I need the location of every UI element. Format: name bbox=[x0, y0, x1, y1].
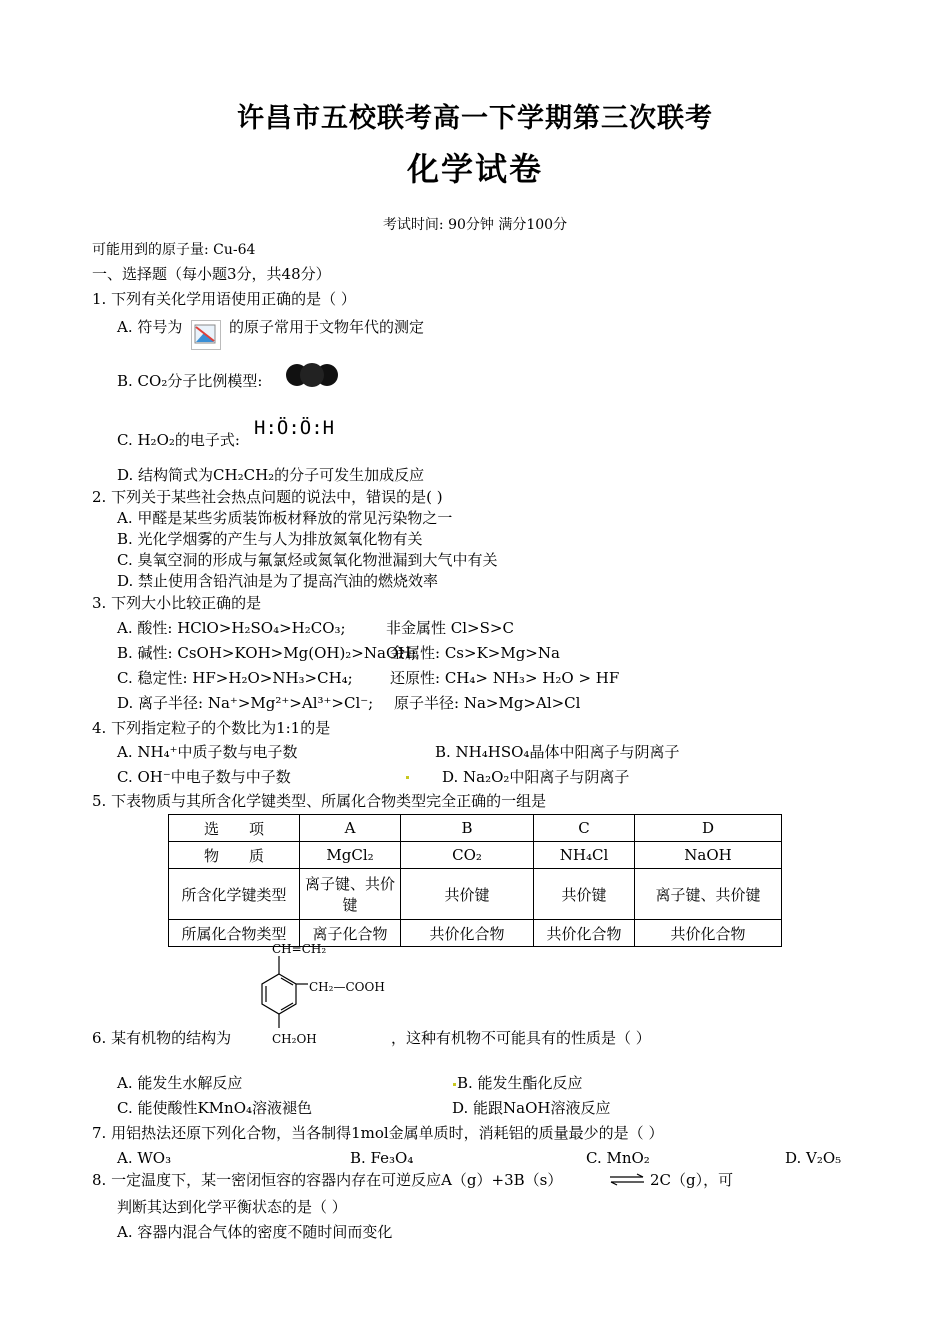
q2-option-a: A. 甲醛是某些劣质装饰板材释放的常见污染物之一 bbox=[117, 509, 453, 527]
q4-option-c: C. OH⁻中电子数与中子数 bbox=[117, 768, 291, 786]
stray-dot bbox=[453, 1083, 456, 1086]
q2-option-b: B. 光化学烟雾的产生与人为排放氮氧化物有关 bbox=[117, 530, 423, 548]
table-cell: A bbox=[300, 815, 401, 842]
q1-option-a: A. 符号为 bbox=[117, 318, 183, 336]
q3-option-d: D. 离子半径: Na⁺>Mg²⁺>Al³⁺>Cl⁻; bbox=[117, 694, 374, 712]
q6-option-a: A. 能发生水解反应 bbox=[117, 1074, 243, 1092]
exam-info: 考试时间: 90分钟 满分100分 bbox=[382, 217, 568, 233]
q5-stem: 5. 下表物质与其所含化学键类型、所属化合物类型完全正确的一组是 bbox=[92, 792, 547, 810]
equilibrium-arrow-icon bbox=[609, 1173, 645, 1191]
q1-option-b: B. CO₂分子比例模型: bbox=[117, 372, 263, 390]
table-cell: C bbox=[534, 815, 635, 842]
table-cell: 共价化合物 bbox=[401, 920, 534, 947]
broken-image-icon bbox=[191, 320, 221, 350]
q8-stem: 8. 一定温度下，某一密闭恒容的容器内存在可逆反应A（g）+3B（s） bbox=[92, 1171, 563, 1189]
organic-structure-diagram bbox=[252, 940, 402, 1054]
q1-option-a-tail: 的原子常用于文物年代的测定 bbox=[229, 318, 425, 336]
table-cell: 所含化学键类型 bbox=[169, 869, 300, 920]
exam-title: 许昌市五校联考高一下学期第三次联考 bbox=[237, 103, 713, 134]
section-heading: 一、选择题（每小题3分，共48分） bbox=[92, 265, 331, 283]
stray-dot bbox=[406, 776, 409, 779]
q3-option-b: B. 碱性: CsOH>KOH>Mg(OH)₂>NaOH; bbox=[117, 644, 417, 662]
table-cell: B bbox=[401, 815, 534, 842]
q4-option-a: A. NH₄⁺中质子数与电子数 bbox=[117, 743, 298, 761]
table-cell: MgCl₂ bbox=[300, 842, 401, 869]
q4-stem: 4. 下列指定粒子的个数比为1:1的是 bbox=[92, 719, 331, 737]
q4-option-d: D. Na₂O₂中阳离子与阴离子 bbox=[442, 768, 630, 786]
table-cell: 共价化合物 bbox=[635, 920, 782, 947]
q6-option-c: C. 能使酸性KMnO₄溶液褪色 bbox=[117, 1099, 313, 1117]
q8-stem-line2: 判断其达到化学平衡状态的是（ ） bbox=[117, 1198, 347, 1216]
table-cell: 离子键、共价键 bbox=[635, 869, 782, 920]
q6-option-d: D. 能跟NaOH溶液反应 bbox=[452, 1099, 611, 1117]
table-cell: 离子键、共价键 bbox=[300, 869, 401, 920]
electron-formula-text: H:Ö:Ö:H bbox=[254, 417, 335, 439]
bond-type-table bbox=[168, 814, 782, 947]
table-cell: D bbox=[635, 815, 782, 842]
table-cell: NH₄Cl bbox=[534, 842, 635, 869]
q3-option-a-extra: 非金属性 Cl>S>C bbox=[386, 619, 514, 637]
q3-option-c-extra: 还原性: CH₄> NH₃> H₂O > HF bbox=[390, 669, 620, 687]
q6-stem: 6. 某有机物的结构为 bbox=[92, 1029, 232, 1047]
h2o2-electron-formula bbox=[253, 413, 339, 449]
table-cell: 所属化合物类型 bbox=[169, 920, 300, 947]
table-cell: 共价化合物 bbox=[534, 920, 635, 947]
q1-option-c: C. H₂O₂的电子式: bbox=[117, 431, 240, 449]
table-cell: 离子化合物 bbox=[300, 920, 401, 947]
q7-option-c: C. MnO₂ bbox=[586, 1149, 650, 1167]
q3-stem: 3. 下列大小比较正确的是 bbox=[92, 594, 262, 612]
q1-stem: 1. 下列有关化学用语使用正确的是（ ） bbox=[92, 290, 356, 308]
q6-option-b: B. 能发生酯化反应 bbox=[457, 1074, 583, 1092]
struct-top-group: CH=CH₂ bbox=[272, 942, 327, 956]
q2-option-d: D. 禁止使用含铅汽油是为了提高汽油的燃烧效率 bbox=[117, 572, 439, 590]
q7-option-d: D. V₂O₅ bbox=[785, 1149, 842, 1167]
q3-option-a: A. 酸性: HClO>H₂SO₄>H₂CO₃; bbox=[117, 619, 346, 637]
q2-option-c: C. 臭氧空洞的形成与氟氯烃或氮氧化物泄漏到大气中有关 bbox=[117, 551, 498, 569]
q7-option-a: A. WO₃ bbox=[117, 1149, 172, 1167]
q3-option-d-extra: 原子半径: Na>Mg>Al>Cl bbox=[394, 694, 581, 712]
q3-option-b-extra: 金属性: Cs>K>Mg>Na bbox=[390, 644, 560, 662]
struct-bottom-group: CH₂OH bbox=[272, 1032, 317, 1046]
struct-right-group: CH₂—COOH bbox=[309, 980, 385, 994]
q8-stem-tail: 2C（g），可 bbox=[650, 1171, 734, 1189]
table-cell: NaOH bbox=[635, 842, 782, 869]
table-cell: CO₂ bbox=[401, 842, 534, 869]
table-row bbox=[169, 869, 782, 920]
table-cell: 共价键 bbox=[534, 869, 635, 920]
q8-option-a: A. 容器内混合气体的密度不随时间而变化 bbox=[117, 1223, 393, 1241]
q4-option-b: B. NH₄HSO₄晶体中阳离子与阴离子 bbox=[435, 743, 680, 761]
q1-option-d: D. 结构简式为CH₂CH₂的分子可发生加成反应 bbox=[117, 466, 425, 484]
exam-subject: 化学试卷 bbox=[406, 150, 543, 188]
q3-option-c: C. 稳定性: HF>H₂O>NH₃>CH₄; bbox=[117, 669, 353, 687]
q6-stem-tail: ，这种有机物不可能具有的性质是（ ） bbox=[391, 1029, 651, 1047]
table-cell: 物 质 bbox=[169, 842, 300, 869]
table-row bbox=[169, 815, 782, 842]
co2-ratio-model-icon bbox=[283, 362, 341, 394]
q7-option-b: B. Fe₃O₄ bbox=[350, 1149, 414, 1167]
q2-stem: 2. 下列关于某些社会热点问题的说法中，错误的是( ) bbox=[92, 488, 443, 506]
table-cell: 选 项 bbox=[169, 815, 300, 842]
q7-stem: 7. 用铝热法还原下列化合物，当各制得1mol金属单质时，消耗铝的质量最少的是（ ） bbox=[92, 1124, 664, 1142]
atomic-mass-note: 可能用到的原子量: Cu-64 bbox=[92, 242, 256, 258]
table-cell: 共价键 bbox=[401, 869, 534, 920]
table-row bbox=[169, 842, 782, 869]
